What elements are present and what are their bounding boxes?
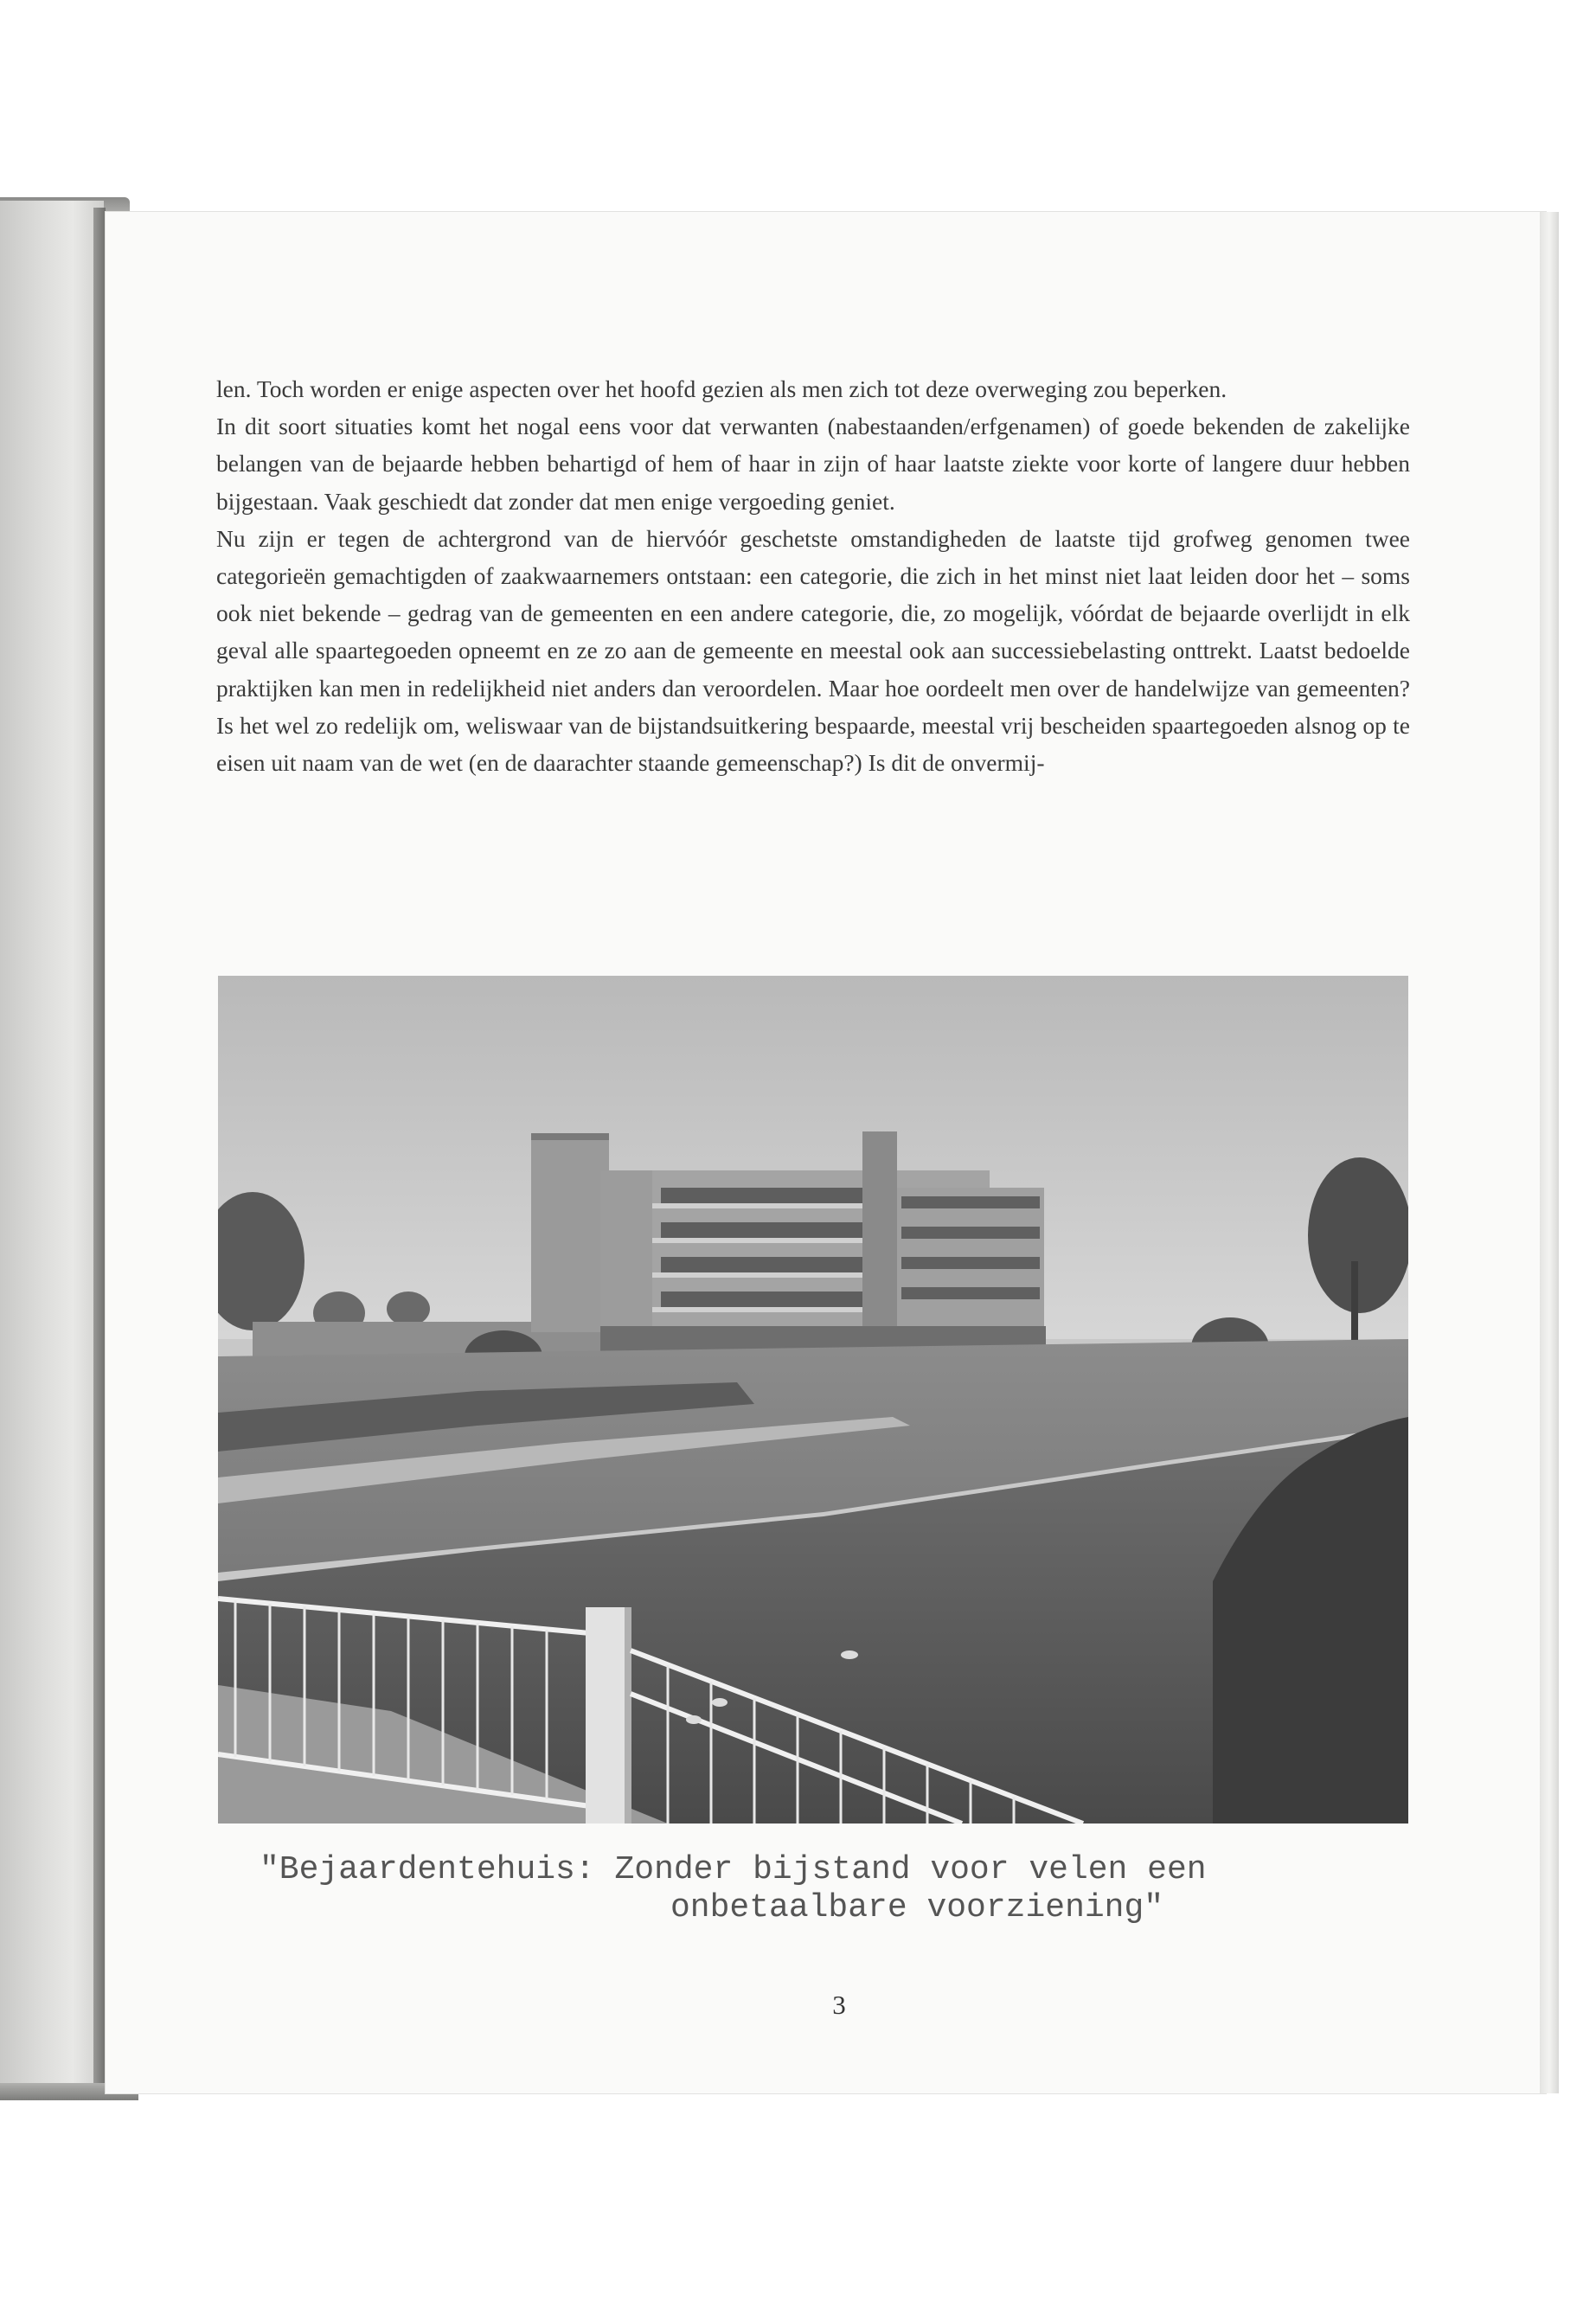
paragraph: Nu zijn er tegen de achtergrond van de hiervóór geschetste omstandigheden de laatste tijd grofweg genomen twee categorieën gemachtigden of zaakwaarnemers ontstaan: een categorie, die zich in het minst niet laat leiden door het – soms ook niet bekende – gedrag van de gemeenten en een andere categorie, die, zo mogelijk, vóórdat de bejaarde overlijdt in elk geval alle spaartegoeden opneemt en ze zo aan de gemeente en meestal ook aan successiebelasting onttrekt. Laatst bedoelde praktijken kan men in redelijkheid niet anders dan veroordelen. Maar hoe oordeelt men over de handelwijze van gemeenten? Is het wel zo redelijk om, weliswaar van de bijstandsuitkering bespaarde, meestal vrij bescheiden spaartegoeden alsnog op te eisen uit naam van de wet (en de daarachter staande gemeenschap?) Is dit de onvermij- [216,524,1410,777]
caption-line: onbetaalbare voorziening" [670,1889,1164,1926]
caption-line: "Bejaardentehuis: Zonder bijstand voor velen een [260,1851,1207,1888]
nursing-home-photo [218,976,1408,1823]
body-text [216,370,1410,781]
paragraph: In dit soort situaties komt het nogal eens voor dat verwanten (nabestaanden/erfgenamen) of goede bekenden de zakelijke belangen van de bejaarde hebben behartigd of hem of haar in zijn of haar laatste ziekte voor korte of langere duur hebben bijgestaan. Vaak geschiedt dat zonder dat men enige vergoeding geniet. [216,413,1410,515]
book-spine [0,201,104,2099]
photo-caption [260,1851,1419,1927]
page-edge [1540,212,1559,2093]
book-spine-edge [93,208,106,2093]
page-number: 3 [832,1990,846,2020]
paragraph: len. Toch worden er enige aspecten over het hoofd gezien als men zich tot deze overweging zou beperken. [216,375,1227,402]
